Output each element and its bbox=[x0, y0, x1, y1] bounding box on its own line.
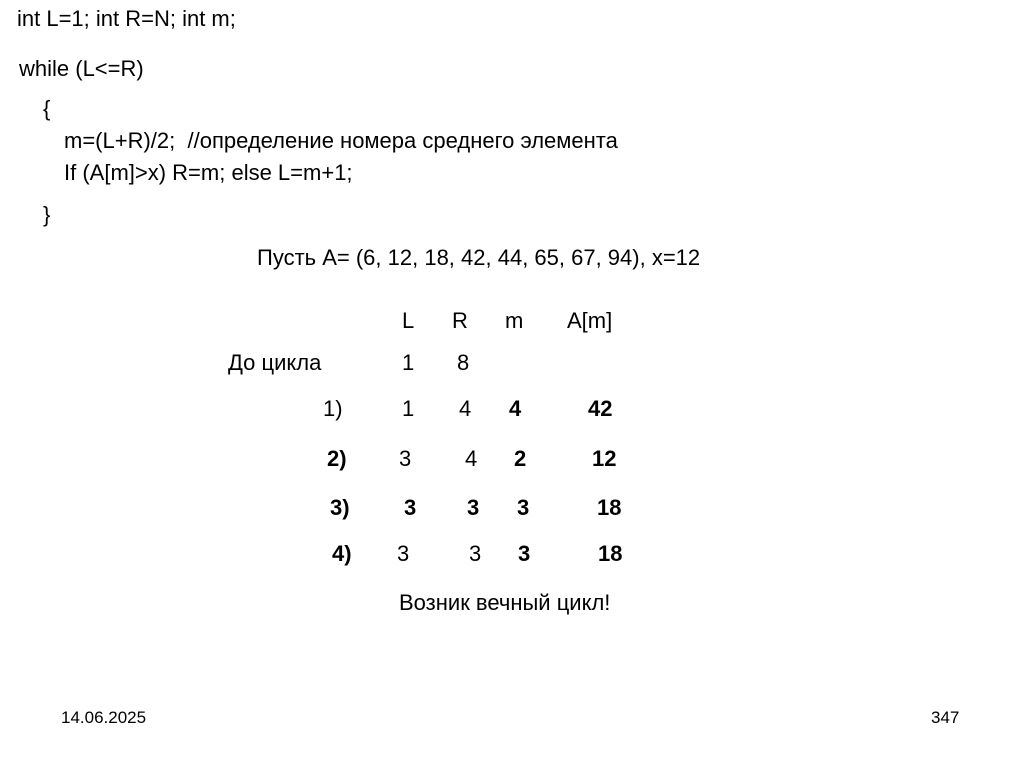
row-1-label: 1) bbox=[323, 396, 343, 421]
header-m: m bbox=[505, 308, 524, 333]
row-4-r: 3 bbox=[469, 541, 482, 566]
row-3-r: 3 bbox=[467, 495, 480, 520]
row-1-r: 4 bbox=[459, 396, 472, 421]
code-line-if: If (A[m]>x) R=m; else L=m+1; bbox=[64, 160, 353, 185]
code-line-declarations: int L=1; int R=N; int m; bbox=[17, 6, 236, 31]
row-2-m: 2 bbox=[514, 446, 527, 471]
code-line-close-brace: } bbox=[43, 202, 51, 227]
row-3-am: 18 bbox=[597, 495, 622, 520]
footer-page-number: 347 bbox=[931, 708, 960, 727]
row-4-m: 3 bbox=[518, 541, 531, 566]
row-before-l: 1 bbox=[402, 350, 415, 375]
code-line-midpoint: m=(L+R)/2; //определение номера среднего элемента bbox=[64, 128, 618, 153]
row-2-label: 2) bbox=[327, 446, 347, 471]
row-4-am: 18 bbox=[598, 541, 623, 566]
header-r: R bbox=[452, 308, 468, 333]
example-statement: Пусть A= (6, 12, 18, 42, 44, 65, 67, 94), x=12 bbox=[257, 245, 701, 270]
header-l: L bbox=[402, 308, 415, 333]
row-4-l: 3 bbox=[397, 541, 410, 566]
row-3-l: 3 bbox=[404, 495, 417, 520]
row-before-label: До цикла bbox=[228, 350, 322, 375]
row-1-am: 42 bbox=[588, 396, 613, 421]
row-2-am: 12 bbox=[592, 446, 617, 471]
row-1-m: 4 bbox=[509, 396, 522, 421]
row-4-label: 4) bbox=[332, 541, 352, 566]
header-am: A[m] bbox=[567, 308, 613, 333]
conclusion-text: Возник вечный цикл! bbox=[399, 590, 611, 615]
row-2-l: 3 bbox=[399, 446, 412, 471]
footer-date: 14.06.2025 bbox=[61, 708, 147, 727]
row-3-label: 3) bbox=[330, 495, 350, 520]
row-2-r: 4 bbox=[465, 446, 478, 471]
code-line-open-brace: { bbox=[43, 96, 51, 121]
row-1-l: 1 bbox=[402, 396, 415, 421]
code-line-while: while (L<=R) bbox=[19, 56, 144, 81]
row-before-r: 8 bbox=[457, 350, 470, 375]
row-3-m: 3 bbox=[517, 495, 530, 520]
